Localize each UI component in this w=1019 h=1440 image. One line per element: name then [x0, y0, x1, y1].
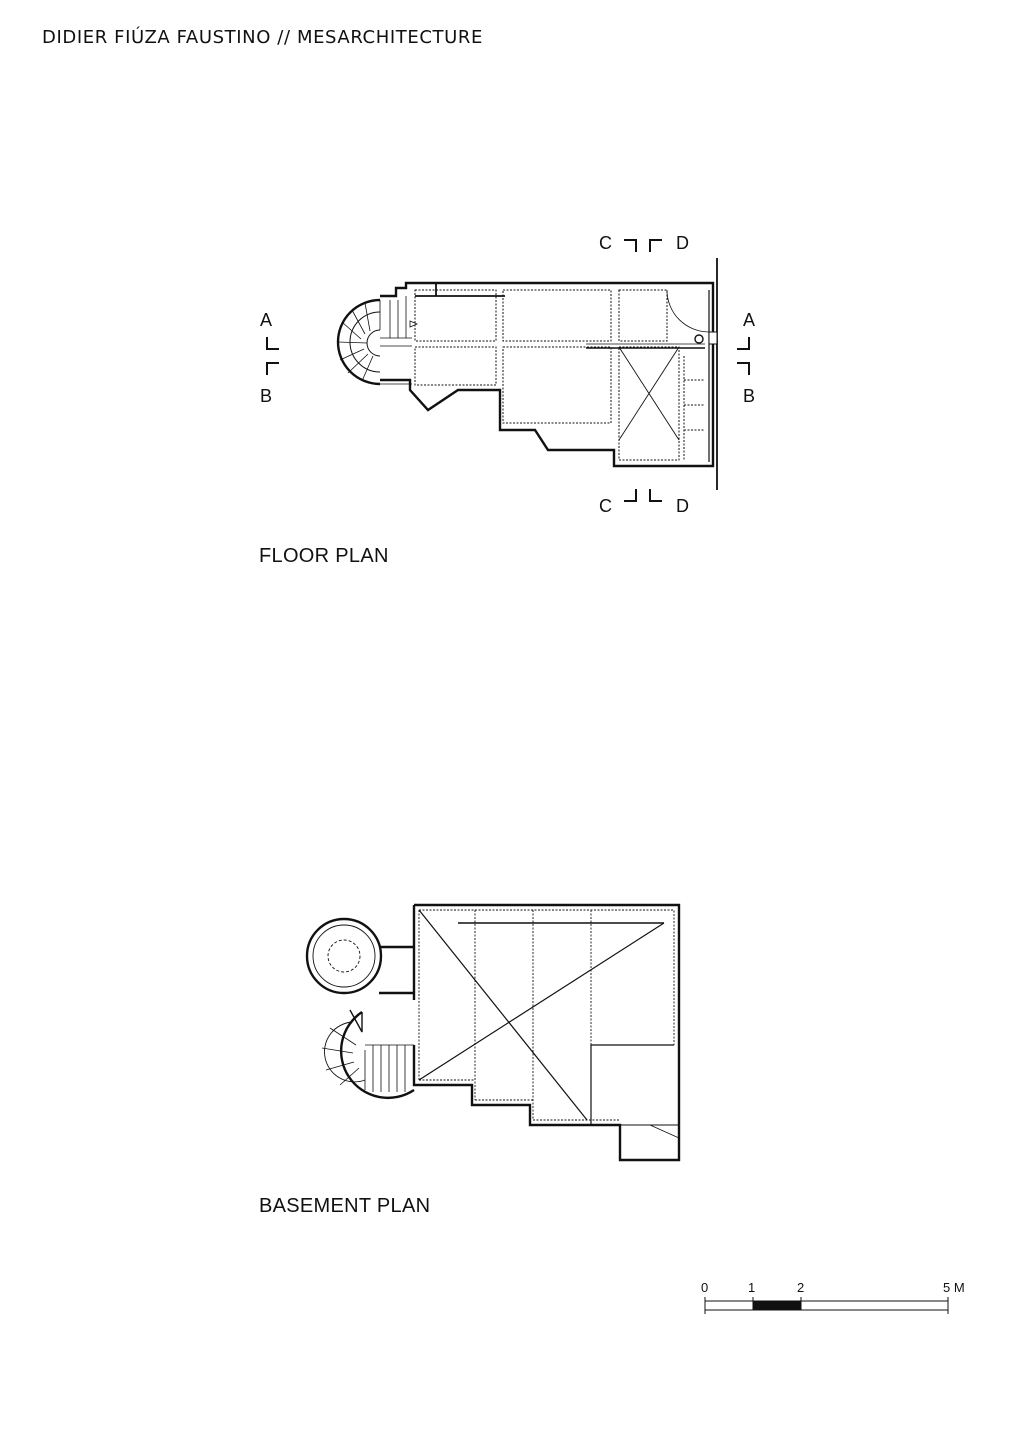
section-mark-b-left: B [260, 386, 273, 406]
floor-plan-drawing [267, 240, 749, 501]
header-title: DIDIER FIÚZA FAUSTINO // MESARCHITECTURE [42, 27, 483, 48]
section-mark-c-top: C [599, 233, 612, 253]
section-mark-a-left: A [260, 310, 273, 330]
floor-plan-caption: FLOOR PLAN [259, 545, 389, 567]
basement-plan-caption: BASEMENT PLAN [259, 1195, 431, 1217]
scale-label-0: 0 [701, 1280, 709, 1295]
section-mark-d-top: D [676, 233, 689, 253]
section-mark-d-bottom: D [676, 496, 689, 516]
section-mark-a-right: A [743, 310, 756, 330]
section-mark-b-right: B [743, 386, 756, 406]
scale-label-5: 5 M [943, 1280, 965, 1295]
scale-label-2: 2 [797, 1280, 805, 1295]
scale-label-1: 1 [748, 1280, 756, 1295]
basement-plan-drawing [307, 905, 679, 1160]
scale-bar [705, 1297, 948, 1314]
section-mark-c-bottom: C [599, 496, 612, 516]
